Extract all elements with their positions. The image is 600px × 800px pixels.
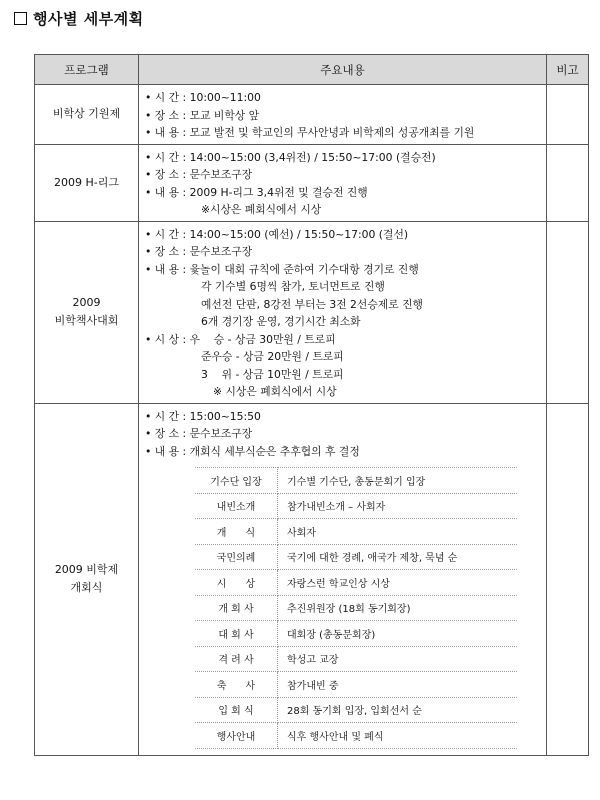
schedule-row: [195, 621, 517, 647]
schedule-detail: 사회자: [278, 519, 518, 545]
remarks-cell: [547, 144, 589, 221]
schedule-detail: 참가내빈소개 – 사회자: [278, 493, 518, 519]
program-name-line2: 개회식: [70, 581, 103, 594]
schedule-detail: 자랑스런 학교인상 시상: [278, 570, 518, 596]
schedule-detail: 식후 행사안내 및 폐식: [278, 723, 518, 749]
schedule-row: [195, 672, 517, 698]
checkbox-square-icon: [14, 12, 27, 25]
time-line: • 시 간 : 14:00~15:00 (3,4위전) / 15:50~17:00 (결승전): [145, 150, 436, 164]
content-detail-line: 6개 경기장 운영, 경기시간 최소화: [201, 315, 361, 328]
award-detail-line: 준우승 - 상금 20만원 / 트로피: [201, 350, 344, 363]
program-name-line2: 비학책사대회: [54, 314, 119, 327]
schedule-item: 대 회 사: [195, 621, 278, 647]
header-program: 프로그램: [35, 55, 139, 85]
remarks-cell: [547, 221, 589, 403]
content-cell: [139, 403, 547, 755]
place-line: • 장 소 : 모교 비학상 앞: [145, 108, 260, 122]
section-title: [14, 8, 144, 29]
schedule-row: [195, 570, 517, 596]
program-name-line1: 2009: [72, 296, 101, 309]
time-line: • 시 간 : 15:00~15:50: [145, 409, 261, 423]
content-cell: [139, 221, 547, 403]
note-line: ※시상은 폐회식에서 시상: [201, 203, 322, 216]
content-line: • 내 용 : 개회식 세부식순은 추후협의 후 결정: [145, 444, 360, 458]
place-line: • 장 소 : 문수보조구장: [145, 427, 253, 440]
schedule-detail: 기수별 기수단, 총동문회기 입장: [278, 468, 518, 494]
header-content: 주요내용: [139, 55, 547, 85]
program-name-line1: 2009 비학제: [54, 563, 119, 576]
content-line: • 내 용 : 모교 발전 및 학교인의 무사안녕과 비학제의 성공개최를 기원: [145, 126, 475, 139]
table-row-yut-contest: [35, 221, 589, 403]
time-line: • 시 간 : 14:00~15:00 (예선) / 15:50~17:00 (결선): [145, 227, 409, 241]
schedule-detail: 대회장 (총동문회장): [278, 621, 518, 647]
schedule-item: 국민의례: [195, 544, 278, 570]
remarks-cell: [547, 403, 589, 755]
program-cell: [35, 403, 139, 755]
award-detail-line: 3 위 - 상금 10만원 / 트로피: [201, 367, 344, 381]
schedule-item: 입 회 식: [195, 697, 278, 723]
schedule-item: 개 식: [195, 519, 278, 545]
content-line: • 내 용 : 2009 H-리그 3,4위전 및 결승전 진행: [145, 185, 368, 199]
schedule-row: [195, 595, 517, 621]
program-cell: [35, 221, 139, 403]
schedule-item: 개 회 사: [195, 595, 278, 621]
schedule-item: 내빈소개: [195, 493, 278, 519]
note-line: ※ 시상은 폐회식에서 시상: [213, 385, 337, 398]
time-line: • 시 간 : 10:00~11:00: [145, 91, 261, 104]
content-cell: [139, 85, 547, 145]
table-row-memorial: [35, 85, 589, 145]
table-row-h-league: [35, 144, 589, 221]
schedule-detail: 학성고 교장: [278, 646, 518, 672]
content-detail-line: 예선전 단판, 8강전 부터는 3전 2선승제로 진행: [201, 297, 423, 311]
schedule-row: [195, 646, 517, 672]
schedule-detail: 추진위원장 (18회 동기회장): [278, 595, 518, 621]
schedule-item: 시 상: [195, 570, 278, 596]
schedule-row: [195, 544, 517, 570]
table-row-opening-ceremony: [35, 403, 589, 755]
program-name: 2009 H-리그: [54, 175, 119, 189]
content-line: • 내 용 : 윷놀이 대회 규칙에 준하여 기수대항 경기로 진행: [145, 262, 419, 276]
header-remarks: 비고: [547, 55, 589, 85]
remarks-cell: [547, 85, 589, 145]
event-plan-table: [34, 54, 589, 756]
ceremony-schedule-table: [195, 467, 517, 749]
schedule-item: 격 려 사: [195, 646, 278, 672]
schedule-item: 행사안내: [195, 723, 278, 749]
program-cell: [35, 85, 139, 145]
section-title-text: 행사별 세부계획: [33, 10, 144, 28]
schedule-detail: 국기에 대한 경례, 애국가 제창, 묵념 순: [278, 544, 518, 570]
place-line: • 장 소 : 문수보조구장: [145, 245, 253, 258]
schedule-item: 축 사: [195, 672, 278, 698]
schedule-row: [195, 697, 517, 723]
program-cell: [35, 144, 139, 221]
schedule-detail: 참가내빈 중: [278, 672, 518, 698]
schedule-row: [195, 468, 517, 494]
program-name: 비학상 기원제: [52, 107, 121, 121]
table-header-row: [35, 55, 589, 85]
schedule-item: 기수단 입장: [195, 468, 278, 494]
schedule-row: [195, 519, 517, 545]
content-detail-line: 각 기수별 6명씩 참가, 토너먼트로 진행: [201, 280, 385, 293]
place-line: • 장 소 : 문수보조구장: [145, 168, 253, 181]
schedule-row: [195, 723, 517, 749]
schedule-detail: 28회 동기회 입장, 입회선서 순: [278, 697, 518, 723]
schedule-row: [195, 493, 517, 519]
award-line: • 시 상 : 우 승 - 상금 30만원 / 트로피: [145, 332, 336, 346]
content-cell: [139, 144, 547, 221]
